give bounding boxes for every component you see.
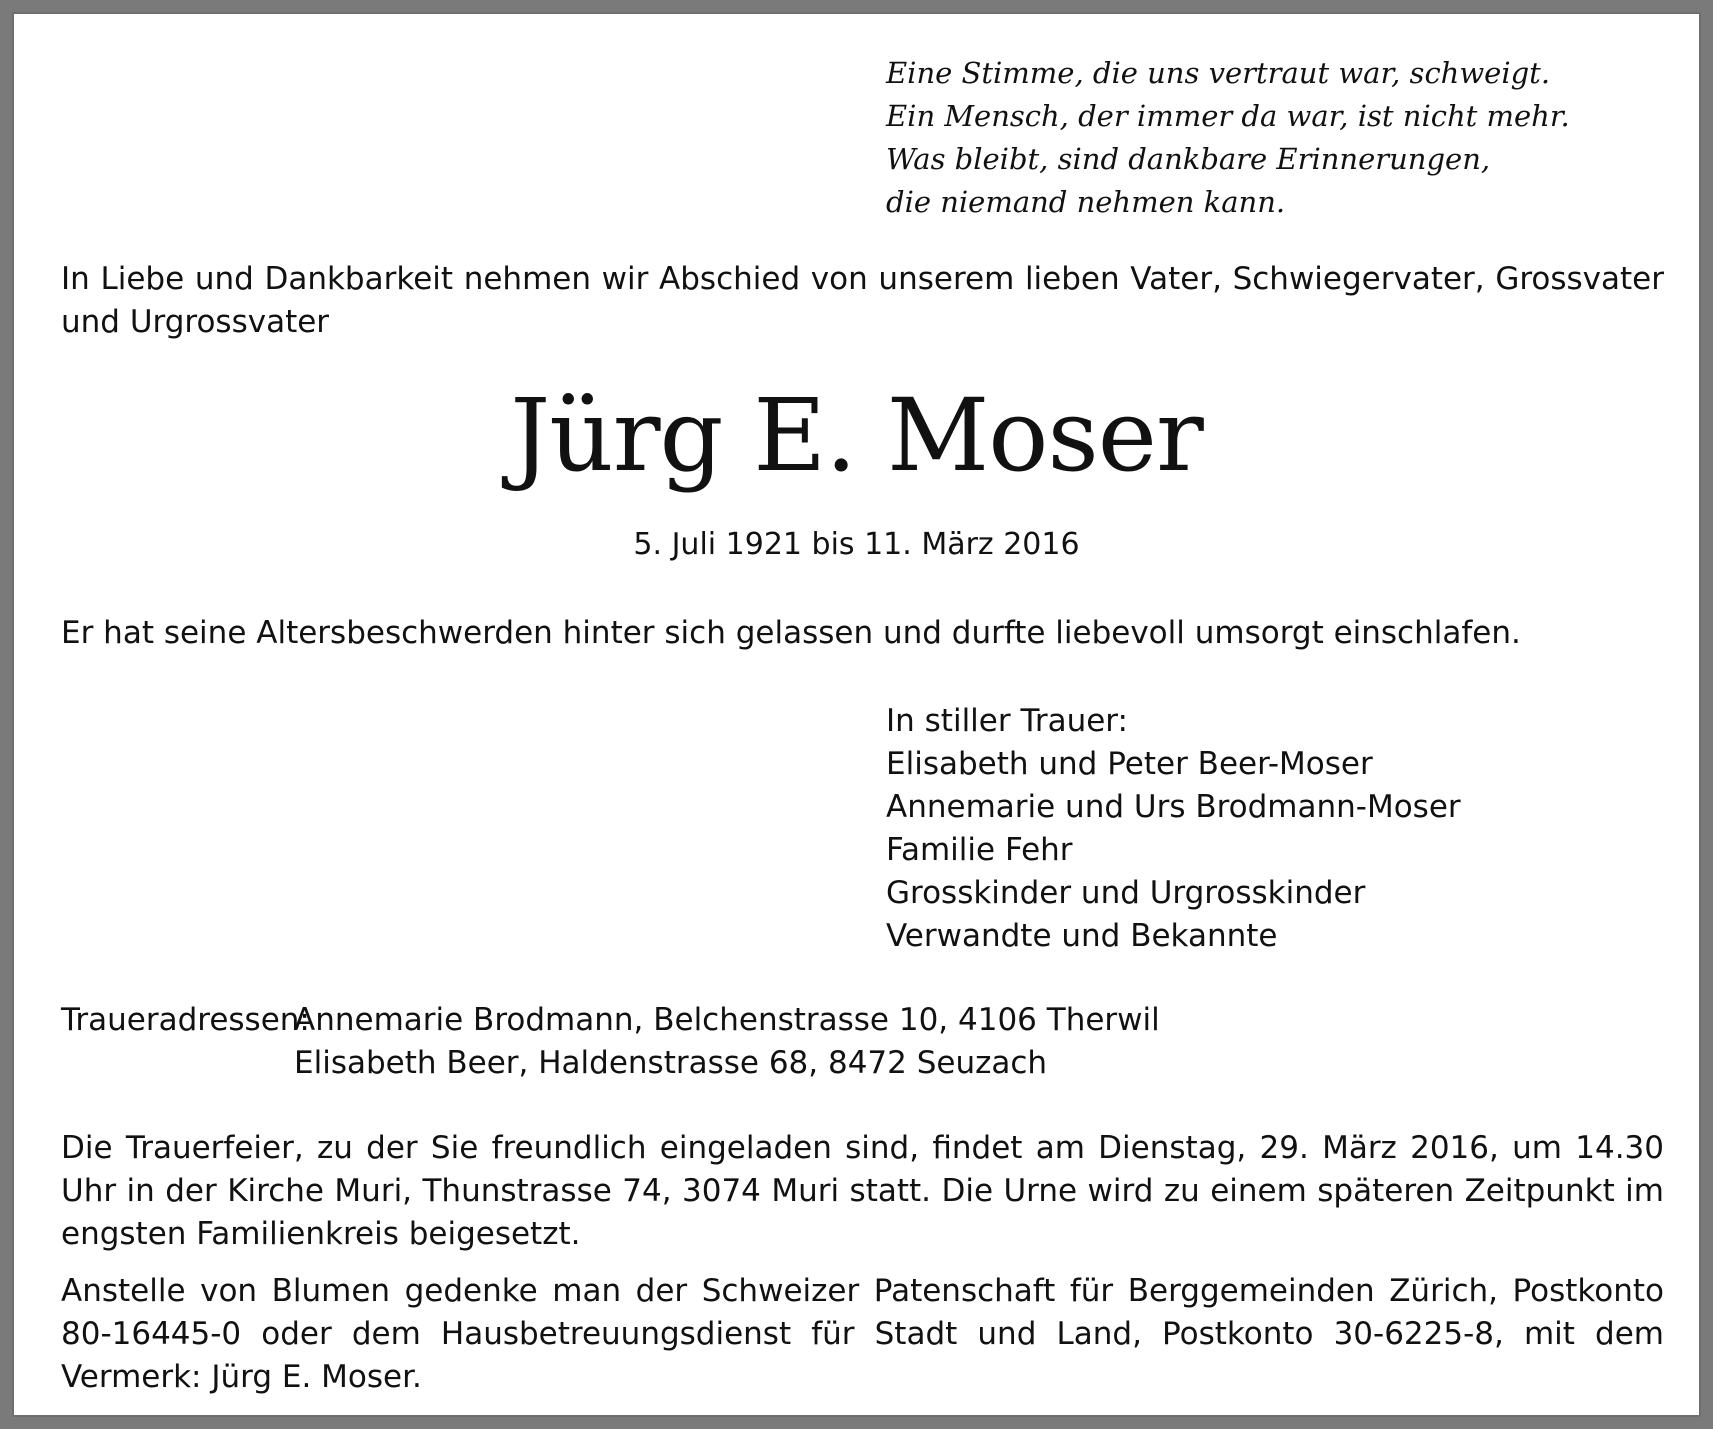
mourner-entry: Grosskinder und Urgrosskinder: [886, 875, 1366, 911]
life-dates: 5. Juli 1921 bis 11. März 2016: [633, 527, 1080, 562]
address-row: [61, 1042, 1664, 1085]
mourner-entry: Annemarie und Urs Brodmann-Moser: [886, 789, 1461, 825]
poem-line: Was bleibt, sind dankbare Erinnerungen,: [886, 142, 1491, 176]
mourners-list: [886, 700, 1666, 958]
mourner-entry: Elisabeth und Peter Beer-Moser: [886, 746, 1373, 782]
memorial-poem: [886, 52, 1686, 224]
mourner-entry: Familie Fehr: [886, 832, 1073, 868]
obituary-notice: [12, 12, 1701, 1417]
deceased-name: Jürg E. Moser: [510, 377, 1203, 494]
address-entry: Elisabeth Beer, Haldenstrasse 68, 8472 Seuzach: [294, 1045, 1048, 1081]
farewell-statement: Er hat seine Altersbeschwerden hinter sich gelassen und durfte liebevoll umsorgt einschlafen.: [61, 615, 1521, 651]
ceremony-details: Die Trauerfeier, zu der Sie freundlich eingeladen sind, findet am Dienstag, 29. März 2016, um 14.30 Uhr in der Kirche Muri, Thunstrasse 74, 3074 Muri statt. Die Urne wird zu einem späteren Zeitpunkt im engsten Familienkreis beigesetzt.: [61, 1130, 1664, 1252]
mourner-entry: Verwandte und Bekannte: [886, 918, 1278, 954]
mourning-addresses: [61, 999, 1664, 1085]
address-row: [61, 999, 1664, 1042]
poem-line: die niemand nehmen kann.: [886, 185, 1286, 219]
address-entry: Annemarie Brodmann, Belchenstrasse 10, 4106 Therwil: [294, 1002, 1160, 1038]
poem-line: Ein Mensch, der immer da war, ist nicht mehr.: [886, 99, 1570, 133]
donation-note: Anstelle von Blumen gedenke man der Schweizer Patenschaft für Berggemeinden Zürich, Postkonto 80-16445-0 oder dem Hausbetreuungsdienst für Stadt und Land, Postkonto 30-6225-8, mit dem Vermerk: Jürg E. Moser.: [61, 1273, 1664, 1395]
addresses-label-spacer: [61, 1042, 294, 1085]
mourners-heading: In stiller Trauer:: [886, 703, 1128, 739]
intro-text: In Liebe und Dankbarkeit nehmen wir Abschied von unserem lieben Vater, Schwiegervater, Grossvater und Urgrossvater: [61, 261, 1664, 340]
poem-line: Eine Stimme, die uns vertraut war, schweigt.: [886, 56, 1551, 90]
addresses-label: Traueradressen:: [61, 1002, 310, 1038]
